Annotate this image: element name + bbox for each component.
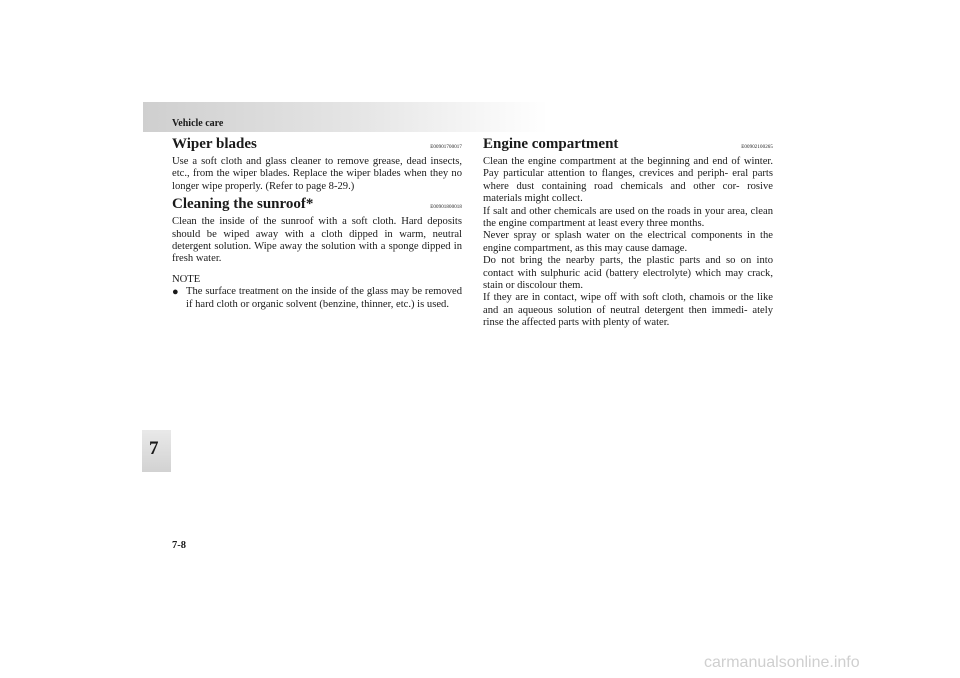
bullet-icon: ● — [172, 286, 179, 299]
watermark: carmanualsonline.info — [704, 654, 860, 671]
sunroof-code: E00901800018 — [430, 205, 462, 211]
wiper-blades-code: E00901700017 — [430, 145, 462, 150]
engine-paragraph-2: If salt and other chemicals are used on the roads in your area, clean the engine compartment at least every three months. — [483, 205, 773, 230]
section-title: Vehicle care — [172, 118, 224, 129]
engine-compartment-title: Engine compartment — [483, 136, 619, 152]
wiper-blades-title: Wiper blades — [172, 136, 257, 152]
page-number: 7-8 — [172, 540, 186, 551]
engine-compartment-heading — [483, 136, 773, 156]
note-text: The surface treatment on the inside of the glass may be removed if hard cloth or organic solvent (benzine, thinner, etc.) is used. — [186, 286, 462, 310]
engine-paragraph-1: Clean the engine compartment at the beginning and end of winter. Pay particular attention to flanges, crevices and periph- eral parts where dust containing road chemicals and other cor- rosive materials might collect. — [483, 156, 773, 205]
engine-paragraph-3: Never spray or splash water on the electrical components in the engine compartment, as this may cause damage. — [483, 230, 773, 254]
chapter-tab-label: 7 — [149, 438, 159, 459]
wiper-blades-body: Use a soft cloth and glass cleaner to remove grease, dead insects, etc., from the wiper blades. Replace the wiper blades when they no longer wipe properly. (Refer to page 8-29.) — [172, 156, 462, 192]
engine-paragraph-4: Do not bring the nearby parts, the plastic parts and so on into contact with sulphuric acid (battery electrolyte) which may crack, stain or discolour them. — [483, 255, 773, 292]
chapter-tab — [142, 430, 171, 472]
engine-compartment-code: E00902100265 — [741, 145, 773, 150]
right-column — [483, 136, 773, 330]
sunroof-heading — [172, 196, 462, 216]
sunroof-body: Clean the inside of the sunroof with a soft cloth. Hard deposits should be wiped away with a cloth dipped in warm, neutral detergent solution. Wipe away the solution with a sponge dipped in fresh water. — [172, 216, 462, 265]
engine-paragraph-5: If they are in contact, wipe off with soft cloth, chamois or the like and an aqueous solution of neutral detergent then immedi- ately rinse the affected parts with plenty of water. — [483, 292, 773, 329]
sunroof-title: Cleaning the sunroof* — [172, 196, 314, 213]
left-column — [172, 136, 462, 311]
note-item — [172, 286, 462, 311]
wiper-blades-heading — [172, 136, 462, 156]
note-label: NOTE — [172, 273, 201, 285]
